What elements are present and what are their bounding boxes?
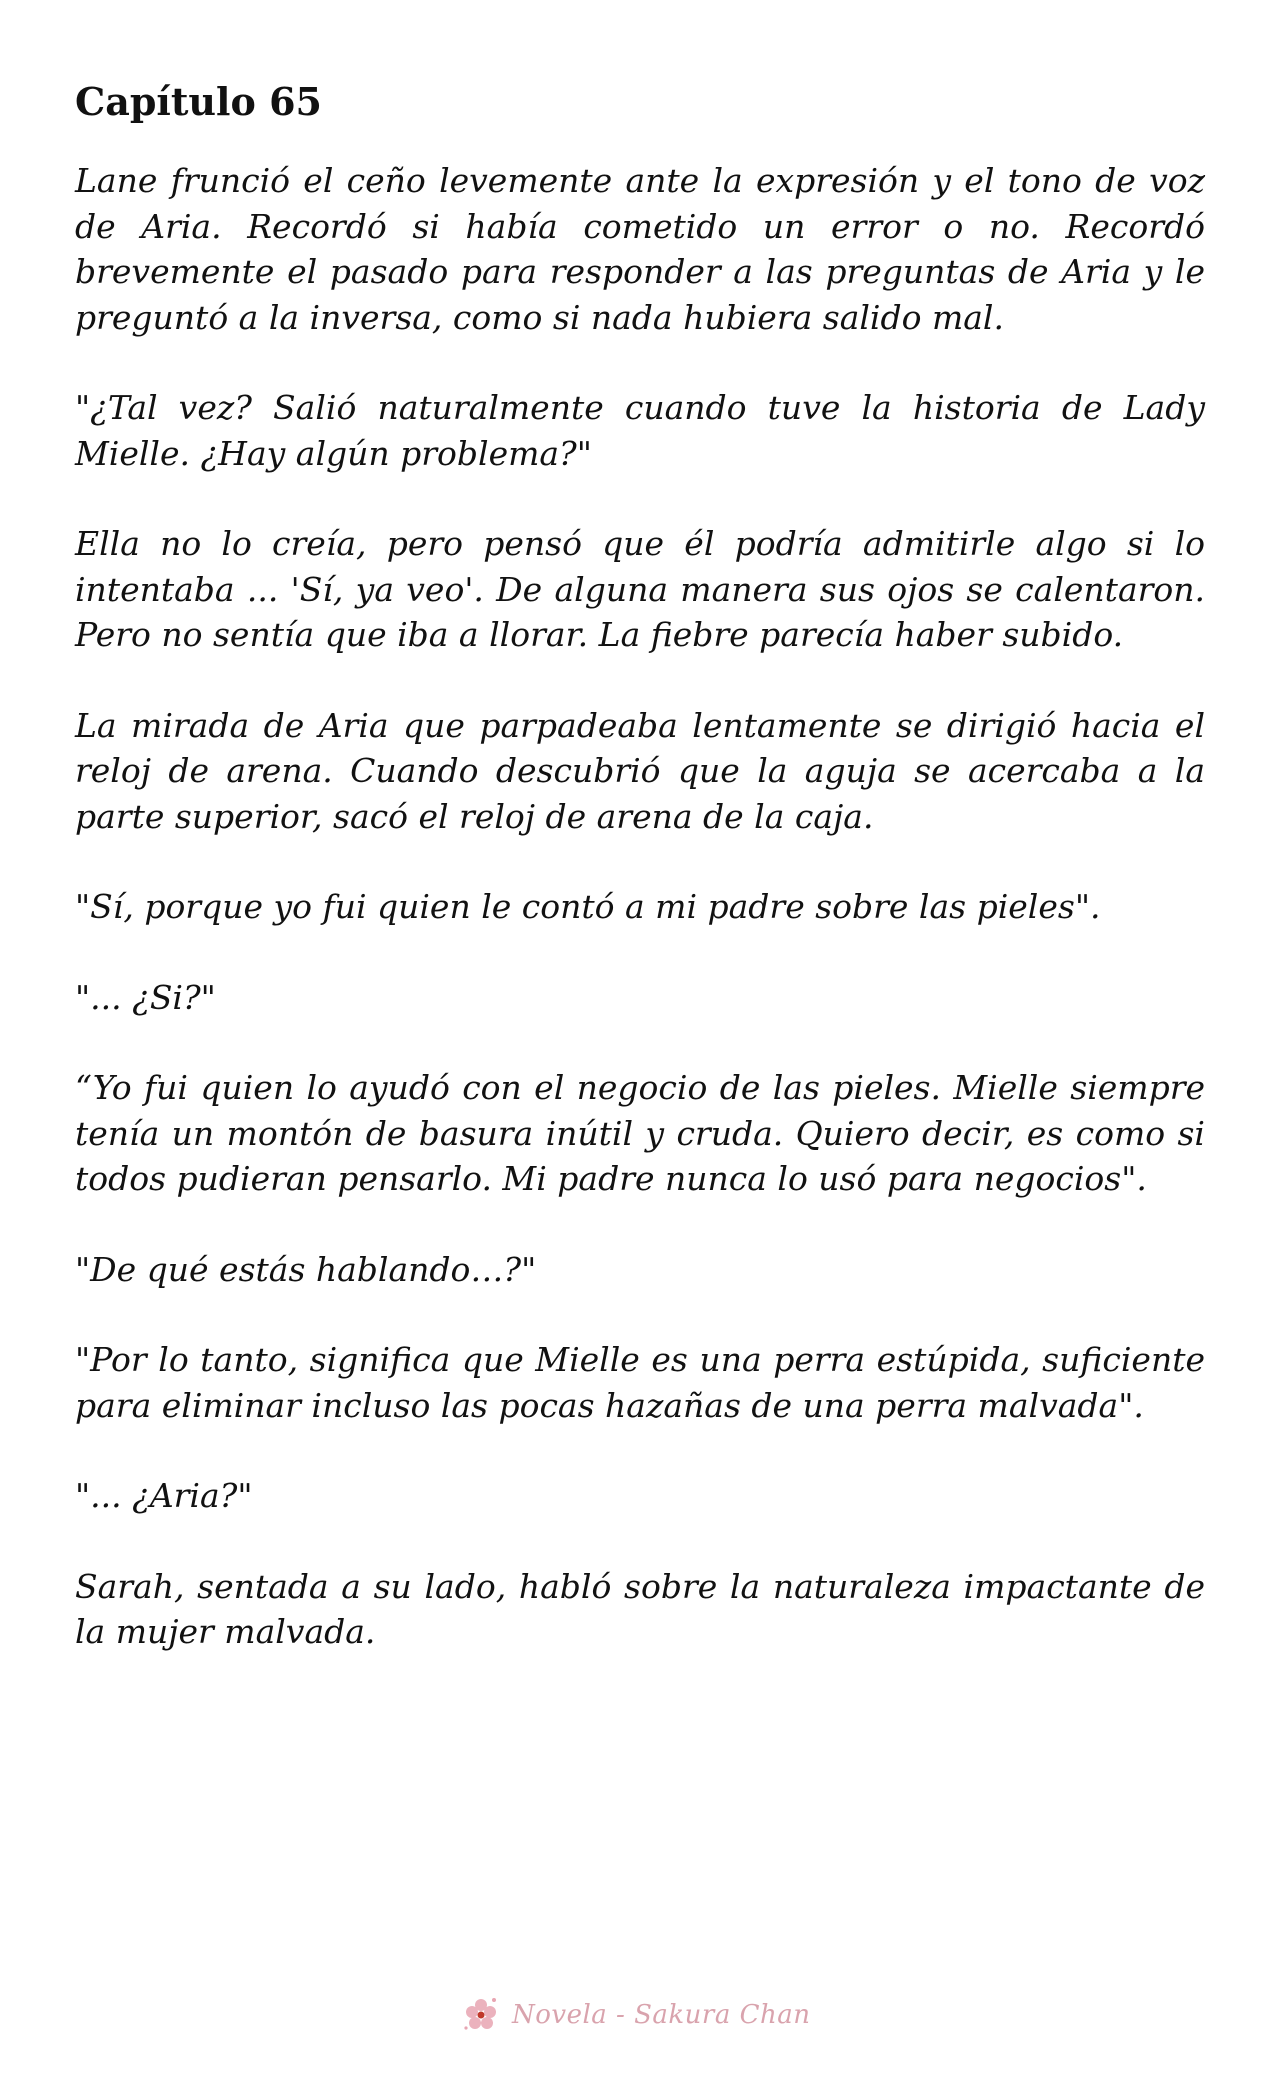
sakura-flower-icon — [460, 1994, 502, 2036]
watermark-text: Novela - Sakura Chan — [512, 2000, 811, 2030]
paragraph: "¿Tal vez? Salió naturalmente cuando tuve la historia de Lady Mielle. ¿Hay algún problema?" — [75, 388, 1205, 473]
paragraph: "De qué estás hablando…?" — [75, 1249, 537, 1289]
chapter-page — [75, 70, 1205, 1700]
paragraph: Sarah, sentada a su lado, habló sobre la naturaleza impactante de la mujer malvada. — [75, 1566, 1205, 1651]
watermark — [460, 1985, 840, 2045]
paragraph: “Yo fui quien lo ayudó con el negocio de las pieles. Mielle siempre tenía un montón de basura inútil y cruda. Quiero decir, es como si todos pudieran pensarlo. Mi padre nunca lo usó para negocios". — [75, 1068, 1205, 1198]
paragraph: Lane frunció el ceño levemente ante la expresión y el tono de voz de Aria. Recordó si había cometido un error o no. Recordó brevemente el pasado para responder a las preguntas de Aria y le preguntó a la inversa, como si nada hubiera salido mal. — [75, 161, 1205, 337]
paragraph: "Por lo tanto, significa que Mielle es una perra estúpida, suficiente para eliminar incluso las pocas hazañas de una perra malvada". — [75, 1340, 1205, 1425]
paragraph: "Sí, porque yo fui quien le contó a mi padre sobre las pieles". — [75, 887, 1101, 926]
paragraph: La mirada de Aria que parpadeaba lentamente se dirigió hacia el reloj de arena. Cuando descubrió que la aguja se acercaba a la parte superior, sacó el reloj de arena de la caja. — [75, 705, 1205, 836]
paragraph: "... ¿Aria?" — [75, 1476, 253, 1515]
paragraph: "... ¿Si?" — [75, 977, 216, 1017]
paragraph: Ella no lo creía, pero pensó que él podría admitirle algo si lo intentaba ... 'Sí, ya veo'. De alguna manera sus ojos se calentaron. Pero no sentía que iba a llorar. La fiebre parecía haber subido. — [75, 524, 1205, 654]
chapter-title: Capítulo 65 — [75, 79, 322, 124]
